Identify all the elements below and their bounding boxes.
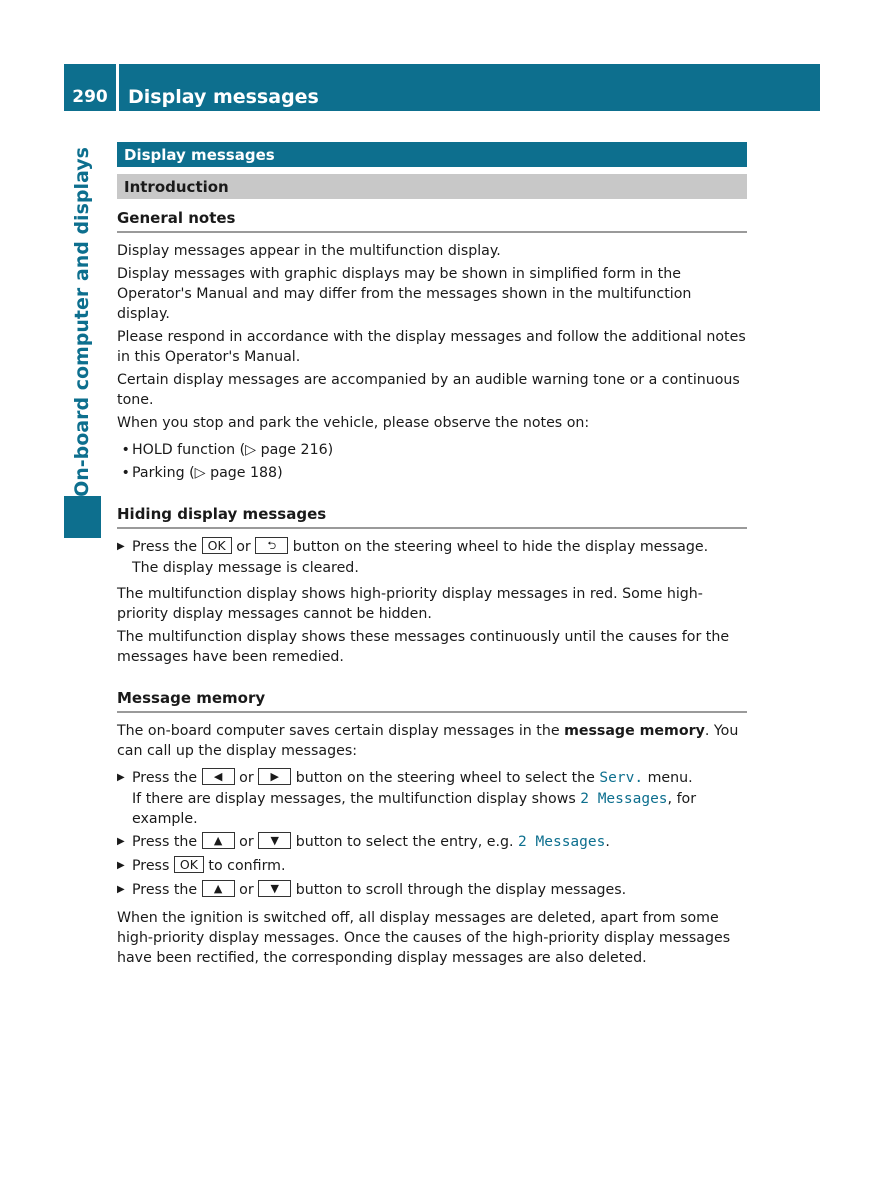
heading-memory: Message memory: [117, 688, 747, 713]
down-key-icon: ▼: [258, 880, 291, 897]
down-key-icon: ▼: [258, 832, 291, 849]
messages-label: 2 Messages: [518, 834, 606, 850]
step: ▶ Press the ◀ or ▶ button on the steering wheel to select the Serv. menu.: [117, 770, 693, 786]
list-item-text: HOLD function (▷ page 216): [132, 442, 334, 458]
left-key-icon: ◀: [202, 768, 235, 785]
page-number: 290: [72, 87, 108, 107]
step: ▶ Press OK to confirm.: [117, 857, 286, 874]
side-tab-marker: [64, 496, 101, 538]
step-arrow-icon: ▶: [117, 541, 125, 552]
ok-key: OK: [202, 537, 232, 554]
ok-key: OK: [174, 856, 204, 873]
section-title: Display messages: [117, 142, 747, 167]
step-result: If there are display messages, the multifunction display shows 2 Messages, for example.: [132, 791, 697, 827]
list-item: • HOLD function (▷ page 216): [117, 442, 334, 458]
right-key-icon: ▶: [258, 768, 291, 785]
paragraph: Display messages appear in the multifunction display.: [117, 243, 501, 259]
up-key-icon: ▲: [202, 880, 235, 897]
paragraph: Certain display messages are accompanied by an audible warning tone or a continuous tone.: [117, 372, 740, 408]
step-arrow-icon: ▶: [117, 884, 125, 895]
step-arrow-icon: ▶: [117, 836, 125, 847]
heading-hiding: Hiding display messages: [117, 504, 747, 529]
page-title: Display messages: [128, 86, 319, 108]
main-content: [117, 142, 747, 968]
step-result: The display message is cleared.: [132, 560, 359, 576]
messages-label: 2 Messages: [580, 791, 668, 807]
step-arrow-icon: ▶: [117, 772, 125, 783]
paragraph: When the ignition is switched off, all display messages are deleted, apart from some high-priority display messages. Once the causes of the high-priority display messages have been rectified, the corresponding display messages are also deleted.: [117, 910, 731, 966]
step: ▶ Press the OK or ⮌ button on the steering wheel to hide the display message.: [117, 538, 709, 555]
list-item-text: Parking (▷ page 188): [132, 465, 283, 481]
back-key-icon: ⮌: [255, 537, 288, 554]
paragraph: When you stop and park the vehicle, please observe the notes on:: [117, 415, 590, 431]
header-separator: [116, 64, 119, 111]
paragraph: Display messages with graphic displays may be shown in simplified form in the Operator's Manual and may differ from the messages shown in the multifunction display.: [117, 266, 692, 322]
paragraph: Please respond in accordance with the display messages and follow the additional notes in this Operator's Manual.: [117, 329, 746, 365]
paragraph: The on-board computer saves certain display messages in the message memory. You can call up the display messages:: [117, 723, 739, 759]
section-subtitle: Introduction: [117, 174, 747, 199]
side-tab-label: On-board computer and displays: [71, 147, 93, 497]
paragraph: The multifunction display shows these messages continuously until the causes for the messages have been remedied.: [117, 629, 730, 665]
step: ▶ Press the ▲ or ▼ button to select the entry, e.g. 2 Messages.: [117, 834, 610, 850]
step: ▶ Press the ▲ or ▼ button to scroll through the display messages.: [117, 882, 627, 898]
heading-general-notes: General notes: [117, 208, 747, 233]
list-item: • Parking (▷ page 188): [117, 465, 283, 481]
serv-menu-label: Serv.: [599, 770, 644, 786]
step-arrow-icon: ▶: [117, 860, 125, 871]
up-key-icon: ▲: [202, 832, 235, 849]
paragraph: The multifunction display shows high-priority display messages in red. Some high-priority display messages cannot be hidden.: [117, 586, 703, 622]
